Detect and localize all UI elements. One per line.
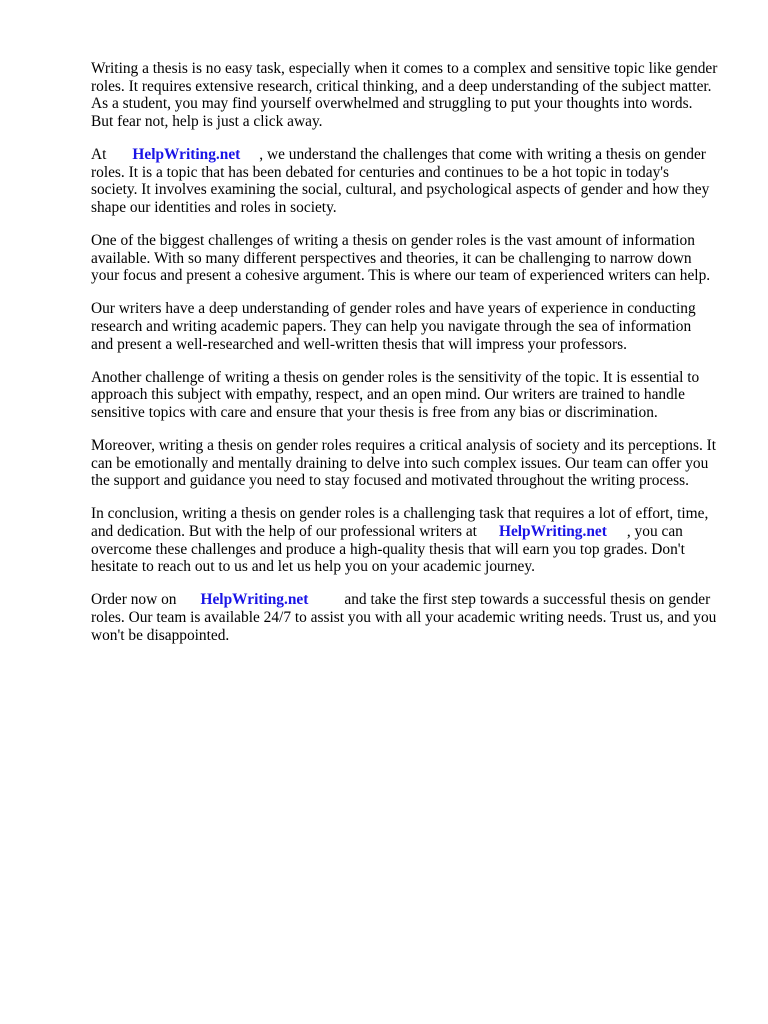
paragraph-text: In conclusion, writing a thesis on gender roles is a challenging task that requires a lot of effort, time, and dedication. But with the help of our professional writers at	[91, 505, 709, 541]
paragraph-order	[91, 591, 731, 644]
paragraph-text: Writing a thesis is no easy task, especially when it comes to a complex and sensitive topic like gender roles. It requires extensive research, critical thinking, and a deep understanding of the subject matter. As a student, you may find yourself overwhelmed and struggling to put your thoughts into words. But fear not, help is just a click away.	[91, 60, 718, 130]
paragraph-conclusion	[91, 505, 731, 575]
paragraph-text: At	[91, 145, 107, 163]
paragraph-about	[91, 146, 731, 216]
paragraph-text: One of the biggest challenges of writing a thesis on gender roles is the vast amount of information available. With so many different perspectives and theories, it can be challenging to narrow down your focus and present a cohesive argument. This is where our team of experienced writers can help.	[91, 231, 711, 285]
paragraph-text: Another challenge of writing a thesis on gender roles is the sensitivity of the topic. It is essential to approach this subject with empathy, respect, and an open mind. Our writers are trained to handle sensitive topics with care and ensure that your thesis is free from any bias or discrimination.	[91, 368, 700, 421]
helpwriting-link[interactable]: HelpWriting.net	[132, 145, 241, 163]
helpwriting-link[interactable]: HelpWriting.net	[200, 591, 309, 609]
paragraph-challenge-information	[91, 232, 731, 285]
paragraph-challenge-sensitivity	[91, 369, 731, 422]
document-body	[91, 60, 731, 660]
paragraph-intro	[91, 60, 731, 130]
paragraph-critical-analysis	[91, 437, 731, 490]
helpwriting-link[interactable]: HelpWriting.net	[498, 523, 607, 541]
paragraph-text: Our writers have a deep understanding of gender roles and have years of experience in conducting research and writing academic papers. They can help you navigate through the sea of information and present a well-researched and well-written thesis that will impress your professors.	[91, 300, 696, 353]
paragraph-writers	[91, 300, 731, 353]
paragraph-text: , you can overcome these challenges and produce a high-quality thesis that will earn you top grades. Don't hesitate to reach out to us and let us help you on your academic journey.	[91, 523, 685, 576]
paragraph-text: , we understand the challenges that come with writing a thesis on gender roles. It is a topic that has been debated for centuries and continues to be a hot topic in today's society. It involves examining the social, cultural, and psychological aspects of gender and how they shape our identities and roles in society.	[91, 145, 710, 216]
paragraph-text: and take the first step towards a successful thesis on gender roles. Our team is available 24/7 to assist you with all your academic writing needs. Trust us, and you won't be disappointed.	[91, 591, 717, 644]
paragraph-text: Order now on	[91, 591, 177, 609]
paragraph-text: Moreover, writing a thesis on gender roles requires a critical analysis of society and its perceptions. It can be emotionally and mentally draining to delve into such complex issues. Our team can offer you the support and guidance you need to stay focused and motivated throughout the writing process.	[91, 437, 717, 490]
